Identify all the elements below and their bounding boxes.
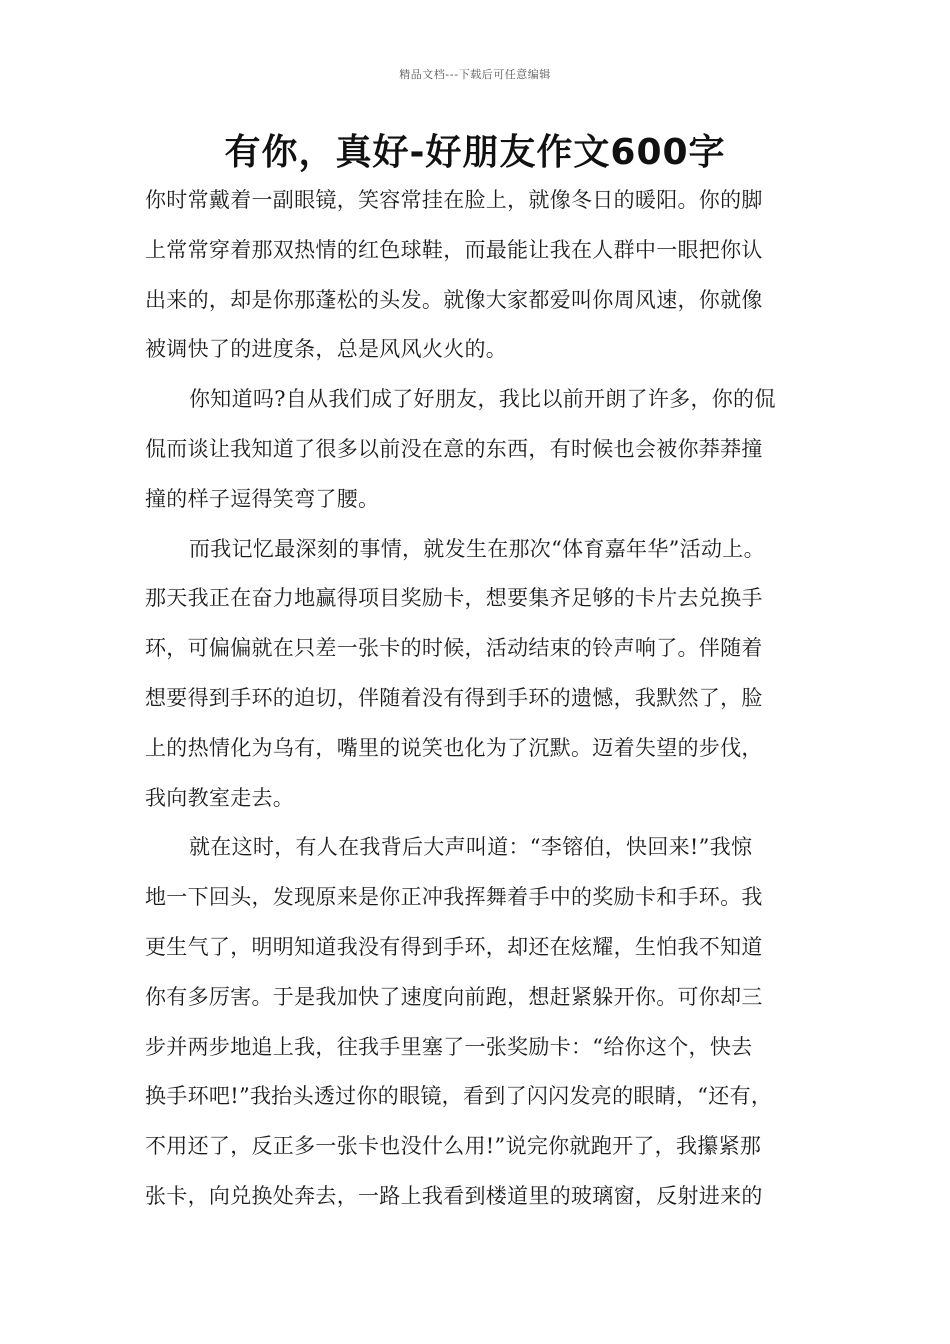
text-line: 我向教室走去。 xyxy=(145,785,295,810)
text-line: 被调快了的进度条，总是风风火火的。 xyxy=(145,337,508,362)
document-title: 有你，真好-好朋友作文600字 xyxy=(224,132,726,173)
text-line: 撞的样子逗得笑弯了腰。 xyxy=(145,486,380,511)
text-line: 上的热情化为乌有，嘴里的说笑也化为了沉默。迈着失望的步伐， xyxy=(145,735,763,760)
paragraph-start-line: 你知道吗?自从我们成了好朋友，我比以前开朗了许多，你的侃 xyxy=(189,387,776,412)
text-line: 你有多厉害。于是我加快了速度向前跑，想赶紧躲开你。可你却三 xyxy=(145,984,763,1009)
text-line: 想要得到手环的迫切，伴随着没有得到手环的遗憾，我默然了，脸 xyxy=(145,685,763,710)
paragraph-start-line: 而我记忆最深刻的事情，就发生在那次“体育嘉年华”活动上。 xyxy=(189,536,765,561)
text-line: 步并两步地追上我，往我手里塞了一张奖励卡：“给你这个，快去 xyxy=(145,1034,753,1059)
text-line: 那天我正在奋力地赢得项目奖励卡，想要集齐足够的卡片去兑换手 xyxy=(145,586,763,611)
text-line: 环，可偏偏就在只差一张卡的时候，活动结束的铃声响了。伴随着 xyxy=(145,636,763,661)
text-line: 更生气了，明明知道我没有得到手环，却还在炫耀，生怕我不知道 xyxy=(145,934,763,959)
paragraph-start-line: 就在这时，有人在我背后大声叫道：“李镕伯，快回来!”我惊 xyxy=(189,835,753,860)
text-line: 换手环吧!”我抬头透过你的眼镜，看到了闪闪发亮的眼睛，“还有， xyxy=(145,1084,773,1109)
text-line: 侃而谈让我知道了很多以前没在意的东西，有时候也会被你莽莽撞 xyxy=(145,436,763,461)
text-line: 你时常戴着一副眼镜，笑容常挂在脸上，就像冬日的暖阳。你的脚 xyxy=(145,188,763,212)
text-line: 上常常穿着那双热情的红色球鞋，而最能让我在人群中一眼把你认 xyxy=(145,237,763,262)
text-line: 张卡，向兑换处奔去，一路上我看到楼道里的玻璃窗，反射进来的 xyxy=(145,1183,763,1208)
header-note: 精品文档---下载后可任意编辑 xyxy=(399,68,551,81)
text-line: 不用还了，反正多一张卡也没什么用!”说完你就跑开了，我攥紧那 xyxy=(145,1134,762,1159)
text-line: 地一下回头，发现原来是你正冲我挥舞着手中的奖励卡和手环。我 xyxy=(145,885,763,910)
essay-body xyxy=(145,176,810,1222)
text-line: 出来的，却是你那蓬松的头发。就像大家都爱叫你周风速，你就像 xyxy=(145,287,763,312)
